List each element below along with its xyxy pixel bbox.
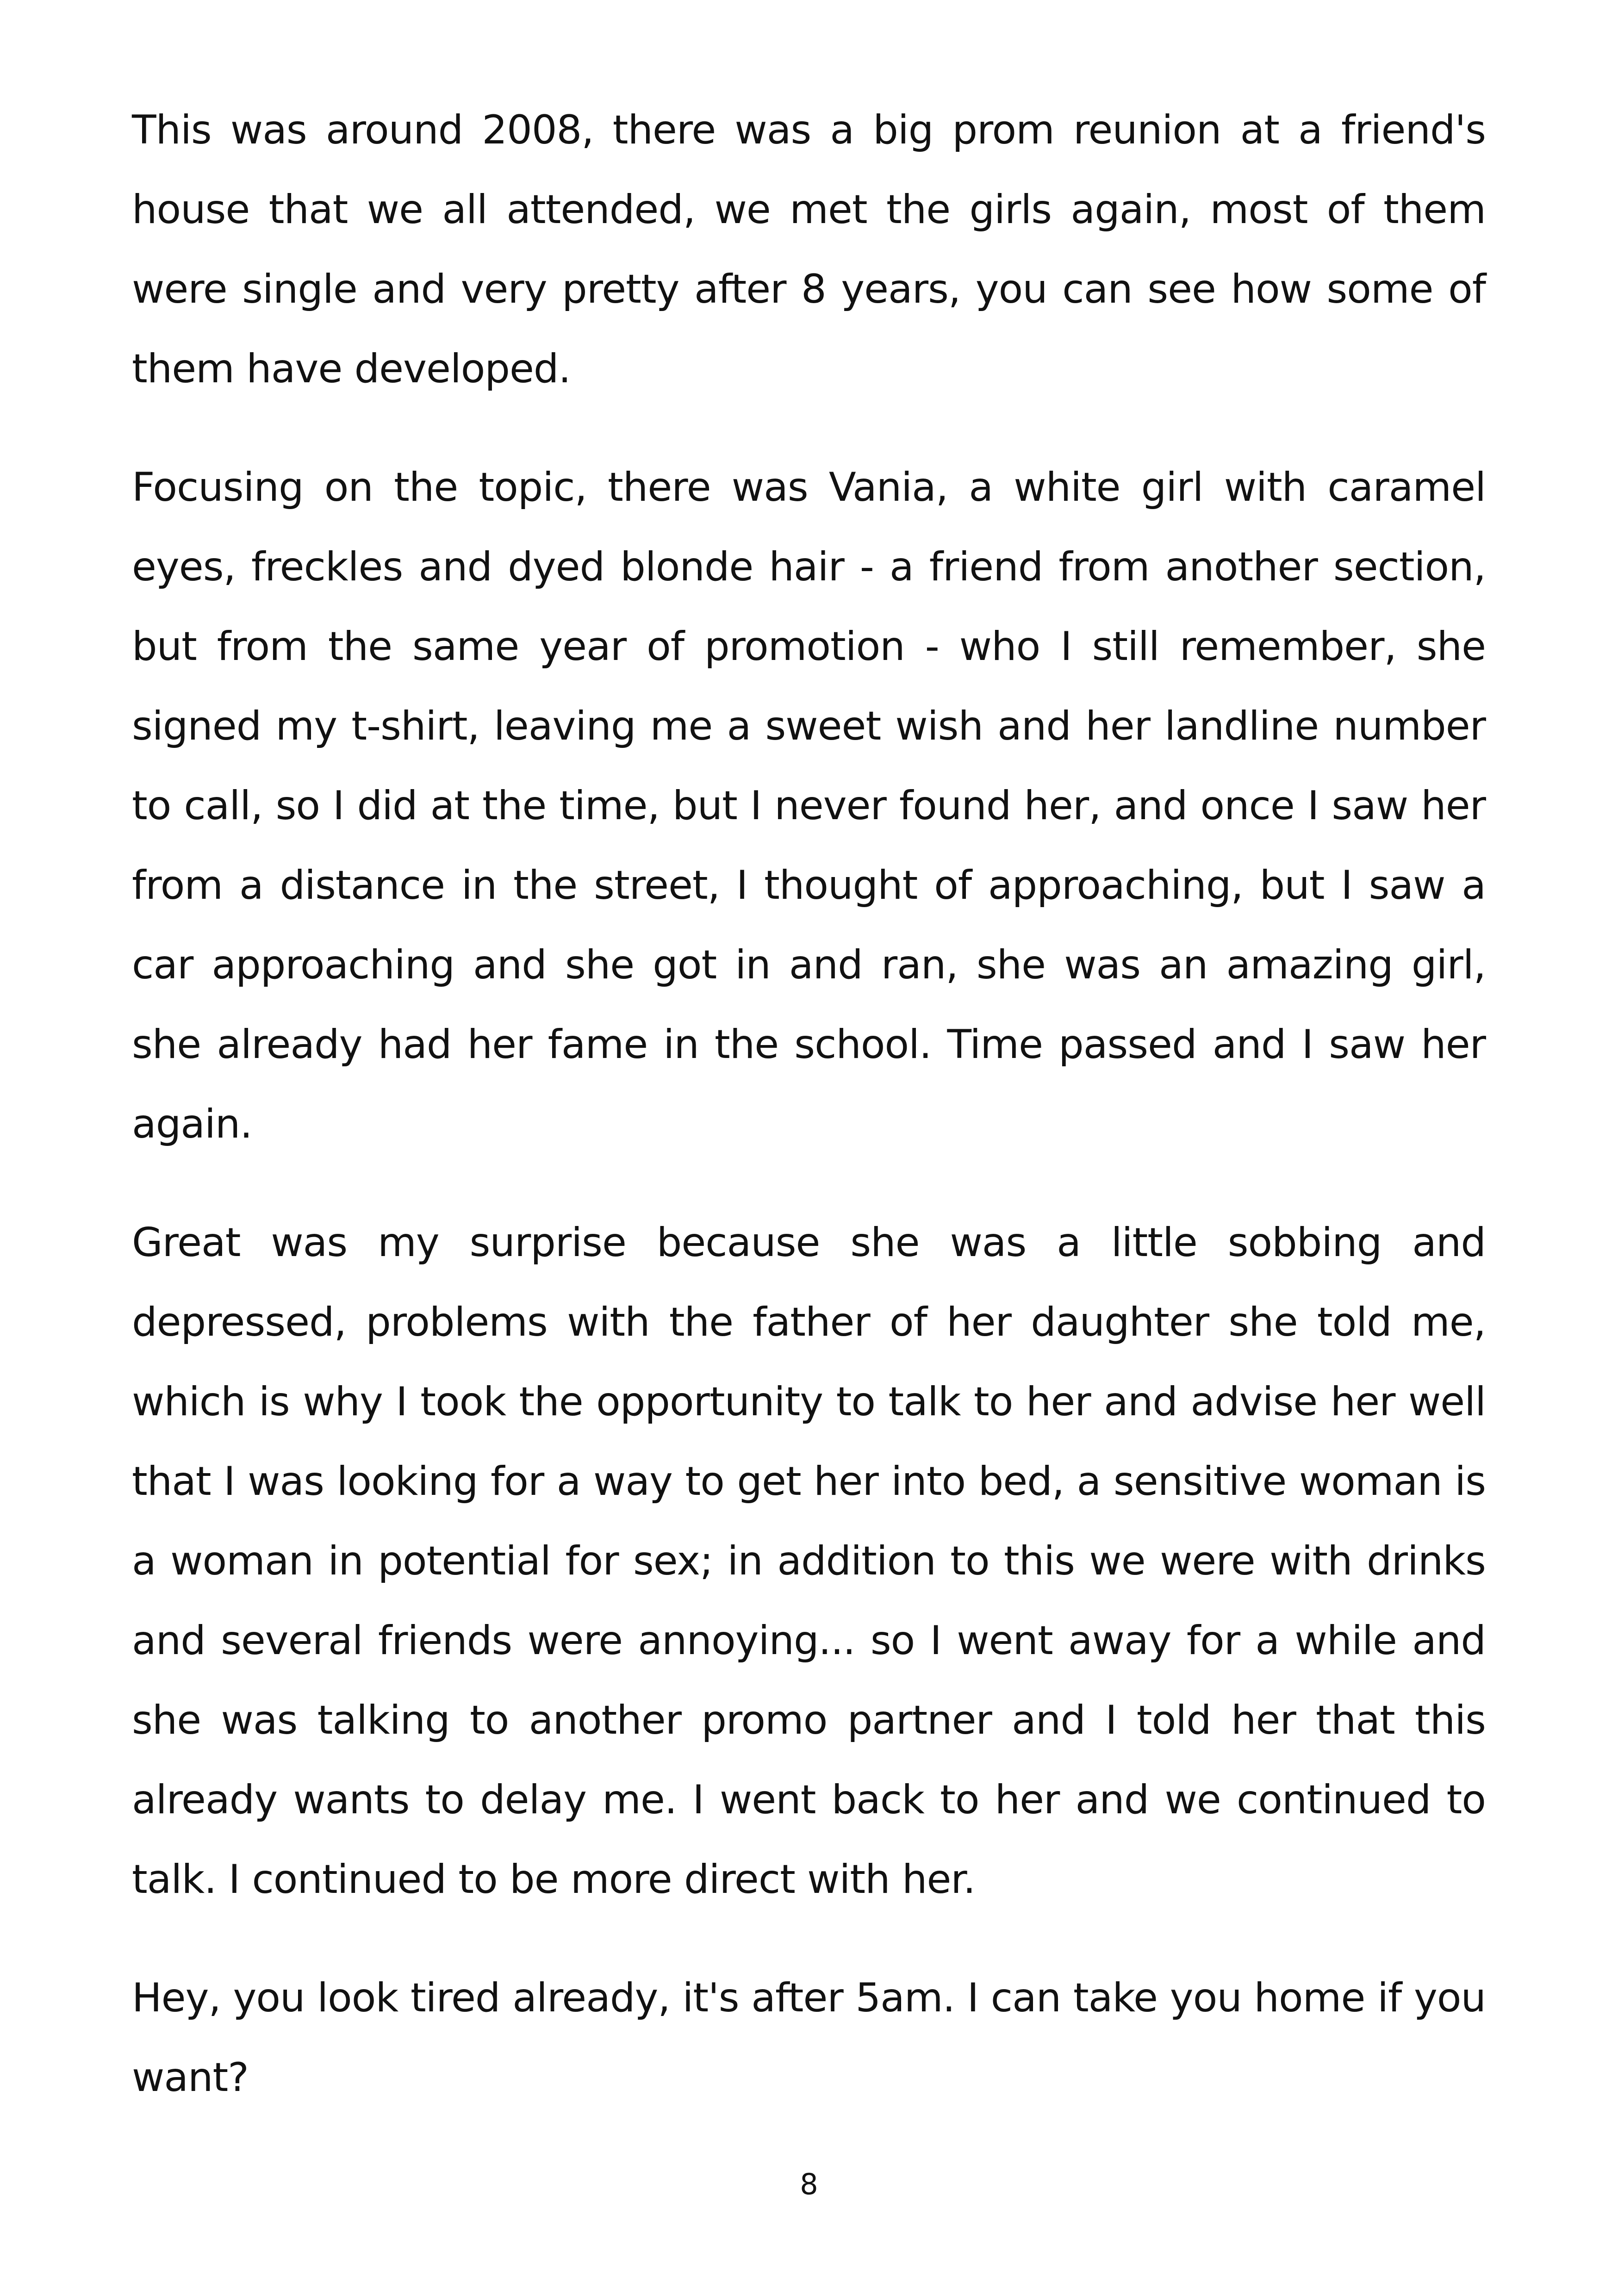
page-number: 8 <box>800 2167 818 2201</box>
paragraph-3: Great was my surprise because she was a little sobbing and depressed, problems with the father of her daughter she told me, which is why I took the opportunity to talk to her and advise her well that I was looking for a way to get her into bed, a sensitive woman is a woman in potential for sex; in addition to this we were with drinks and several friends were annoying... so I went away for a while and she was talking to another promo partner and I told her that this already wants to delay me. I went back to her and we continued to talk. I continued to be more direct with her. <box>132 1220 1486 1903</box>
paragraph-1: This was around 2008, there was a big prom reunion at a friend's house that we all attended, we met the girls again, most of them were single and very pretty after 8 years, you can see how some of them have developed. <box>132 107 1486 392</box>
paragraph-2: Focusing on the topic, there was Vania, a white girl with caramel eyes, freckles and dyed blonde hair - a friend from another section, but from the same year of promotion - who I still remember, she signed my t-shirt, leaving me a sweet wish and her landline number to call, so I did at the time, but I never found her, and once I saw her from a distance in the street, I thought of approaching, but I saw a car approaching and she got in and ran, she was an amazing girl, she already had her fame in the school. Time passed and I saw her again. <box>132 464 1486 1147</box>
paragraph-4: Hey, you look tired already, it's after 5am. I can take you home if you want? <box>132 1975 1486 2101</box>
page-body <box>132 90 1486 2156</box>
